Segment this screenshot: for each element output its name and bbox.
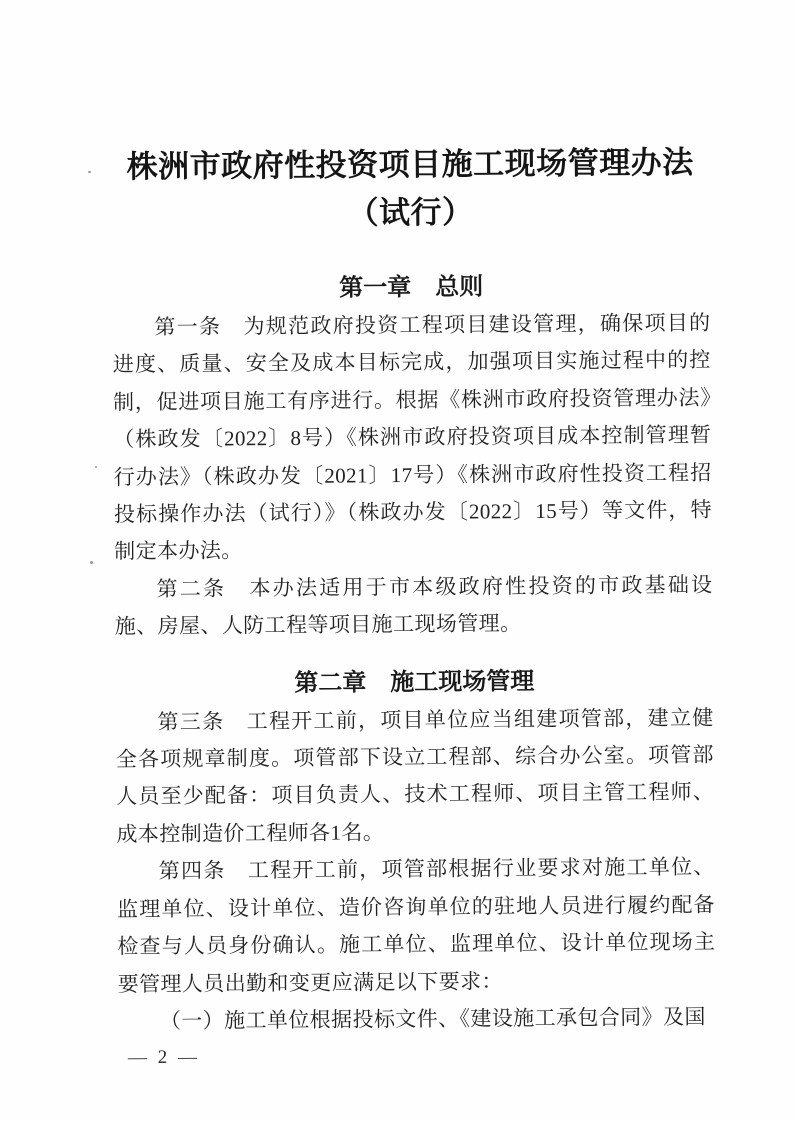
chapter-1-heading: 第一章 总则 (339, 273, 484, 302)
article-3-paragraph: 第三条 工程开工前，项目单位应当组建项管部，建立健全各项规章制度。项管部下设立工程部、综合办公室。项管部人员至少配备：项目负责人、技术工程师、项目主管工程师、成本控制造价工程师各1名。 (115, 705, 715, 847)
article-4-paragraph: 第四条 工程开工前，项管部根据行业要求对施工单位、监理单位、设计单位、造价咨询单位的驻地人员进行履约配备检查与人员身份确认。施工单位、监理单位、设计单位现场主要管理人员出勤和变更应满足以下要求： (116, 854, 716, 996)
scan-speck (95, 466, 97, 468)
chapter-2-heading: 第二章 施工现场管理 (294, 667, 535, 697)
document-title-line2: （试行） (347, 194, 474, 231)
page-footer (128, 1047, 200, 1070)
article-4-item-1-paragraph: （一）施工单位根据投标文件、《建设施工承包合同》及国 (159, 1004, 706, 1033)
document-title (111, 139, 710, 240)
article-1-paragraph: 第一条 为规范政府投资工程项目建设管理，确保项目的进度、质量、安全及成本目标完成，加强项目实施过程中的控制，促进项目施工有序进行。根据《株洲市政府投资管理办法》（株政发〔2022〕8号）《株洲市政府投资项目成本控制管理暂行办法》（株政办发〔2021〕17号）《株洲市政府性投资工程招投标操作办法（试行）》（株政办发〔2022〕15号）等文件，特制定本办法。 (112, 310, 713, 564)
chapter-2-section (115, 664, 716, 1040)
scan-speck (90, 561, 93, 564)
page-number: — 2 — (127, 1046, 201, 1069)
document-title-line1: 株洲市政府性投资项目施工现场管理办法 (126, 144, 694, 185)
scan-speck (88, 171, 91, 173)
chapter-1-section (112, 270, 713, 646)
article-2-paragraph: 第二条 本办法适用于市本级政府性投资的市政基础设施、房屋、人防工程等项目施工现场管理。 (114, 572, 713, 639)
document-content (110, 0, 716, 1041)
